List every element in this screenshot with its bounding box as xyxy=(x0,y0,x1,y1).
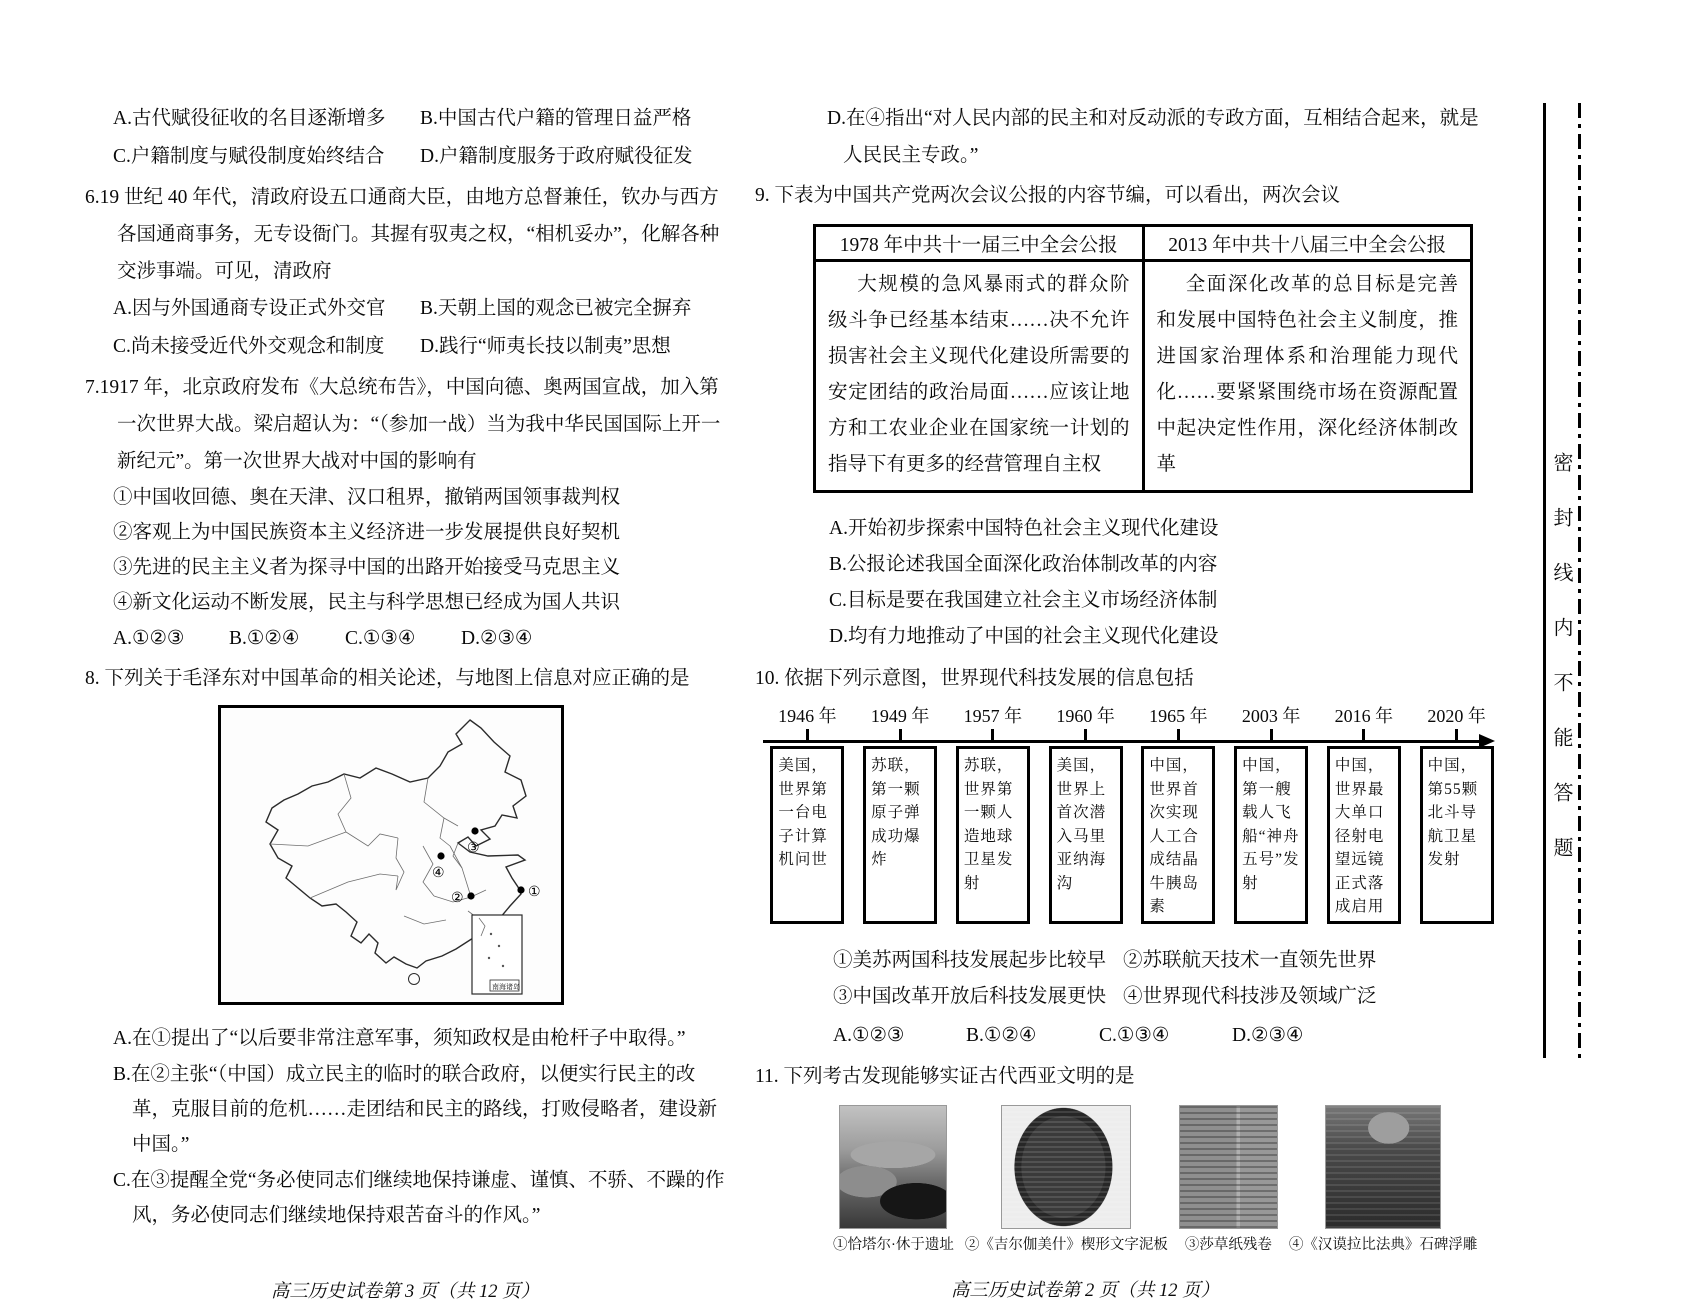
q7-item-4: ④新文化运动不断发展，民主与科学思想已经成为国人共识 xyxy=(113,592,621,613)
q7-choice-a: A.①②③ xyxy=(113,628,185,649)
q8-option-d: D.在④指出“对人民内部的民主和对反动派的专政方面，互相结合起来，就是人民民主专政。” xyxy=(827,108,1479,166)
q6-option-c: C.尚未接受近代外交观念和制度 xyxy=(113,336,385,357)
page-footer-right: 高三历史试卷第 2 页（共 12 页） xyxy=(950,1281,1220,1301)
q10-timeline xyxy=(761,703,1503,929)
table-cell-2013-text: 全面深化改革的总目标是完善和发展中国特色社会主义制度，推进国家治理体系和治理能力现代化……要紧紧围绕市场在资源配置中起决定性作用，深化经济体制改革 xyxy=(1156,274,1458,475)
timeline-tick xyxy=(1177,729,1180,740)
q5-option-b: B.中国古代户籍的管理日益严格 xyxy=(420,108,692,129)
map-marker-dot-3 xyxy=(471,827,478,834)
q7-stem: 7.1917 年，北京政府发布《大总统布告》，中国向德、奥两国宣战，加入第一次世界大战。梁启超认为：“（参加一战）当为我中华民国国际上开一新纪元”。第一次世界大战对中国的影响有 xyxy=(85,377,721,472)
q5-options xyxy=(85,100,727,176)
timeline-event-box: 美国，世界上首次潜入马里亚纳海沟 xyxy=(1049,746,1123,924)
timeline-entry-1957 xyxy=(947,703,1040,924)
q8-option-c: C.在③提醒全党“务必使同志们继续地保持谦虚、谨慎、不骄、不躁的作风，务必使同志们继续地保持艰苦奋斗的作风。” xyxy=(113,1170,725,1226)
timeline-event-box: 中国，世界最大单口径射电望远镜正式落成启用 xyxy=(1327,746,1401,924)
timeline-year: 1960 年 xyxy=(1056,706,1115,726)
timeline-year: 1957 年 xyxy=(963,706,1023,726)
q9-option-c: C.目标是要在我国建立社会主义市场经济体制 xyxy=(829,590,1218,611)
timeline-entry-1960 xyxy=(1039,703,1132,924)
q11-artifacts xyxy=(833,1105,1493,1256)
q10-item-4: ④世界现代科技涉及领域广泛 xyxy=(1123,986,1377,1007)
timeline-year: 1949 年 xyxy=(870,706,930,726)
q10-item-2: ②苏联航天技术一直领先世界 xyxy=(1123,950,1377,971)
q10-choice-b: B.①②④ xyxy=(966,1025,1037,1046)
q8-stem: 8. 下列关于毛泽东对中国革命的相关论述，与地图上信息对应正确的是 xyxy=(85,668,690,689)
q9-option-d: D.均有力地推动了中国的社会主义现代化建设 xyxy=(829,626,1219,647)
table-header-1978: 1978 年中共十一届三中全会公报 xyxy=(815,226,1144,261)
q9-options xyxy=(755,511,1493,655)
timeline-tick xyxy=(1362,729,1365,740)
q8-option-a: A.在①提出了“以后要非常注意军事，须知政权是由枪杆子中取得。” xyxy=(113,1028,686,1049)
table-body-row xyxy=(815,261,1472,492)
table-cell-2013 xyxy=(1143,261,1472,492)
china-map-svg xyxy=(221,708,555,996)
q7-choice-d: D.②③④ xyxy=(461,628,533,649)
artifact-image-catalhoyuk xyxy=(839,1105,947,1229)
map-marker-dot-2 xyxy=(467,892,474,899)
map-marker-label-1: ① xyxy=(528,885,541,900)
map-marker-label-4: ④ xyxy=(432,866,445,881)
timeline-year: 2016 年 xyxy=(1334,706,1394,726)
map-marker-label-3: ③ xyxy=(467,841,480,856)
q6-option-d: D.践行“师夷长技以制夷”思想 xyxy=(420,336,671,357)
q9-option-b: B.公报论述我国全面深化政治体制改革的内容 xyxy=(829,554,1218,575)
q6-stem: 6.19 世纪 40 年代，清政府设五口通商大臣，由地方总督兼任，钦办与西方各国通商事务，无专设衙门。其握有驭夷之权，“相机妥办”，化解各种交涉事端。可见，清政府 xyxy=(85,187,720,282)
timeline-tick xyxy=(991,729,994,740)
q9-option-a: A.开始初步探索中国特色社会主义现代化建设 xyxy=(829,518,1219,539)
timeline-year: 1965 年 xyxy=(1149,706,1208,726)
timeline-year: 1946 年 xyxy=(778,706,837,726)
q5-option-c: C.户籍制度与赋役制度始终结合 xyxy=(113,146,385,167)
q10-items xyxy=(755,943,1493,1015)
artifact-caption-2: ②《吉尔伽美什》楔形文字泥板 xyxy=(964,1237,1168,1253)
timeline-entry-2020 xyxy=(1410,703,1503,924)
q7-item-1: ①中国收回德、奥在天津、汉口租界，撤销两国领事裁判权 xyxy=(113,487,621,508)
timeline-entry-2003 xyxy=(1225,703,1318,924)
timeline-tick xyxy=(899,729,902,740)
seal-dashdot-line xyxy=(1578,103,1581,1058)
q10-item-1: ①美苏两国科技发展起步比较早 xyxy=(833,950,1107,971)
page-footer-left: 高三历史试卷第 3 页（共 12 页） xyxy=(270,1282,540,1302)
q11-stem: 11. 下列考古发现能够实证古代西亚文明的是 xyxy=(755,1066,1135,1087)
timeline-event-box: 苏联，世界第一颗人造地球卫星发射 xyxy=(956,746,1030,924)
q7-item-3: ③先进的民主主义者为探寻中国的出路开始接受马克思主义 xyxy=(113,557,621,578)
timeline-event-box: 中国，第一艘载人飞船“神舟五号”发射 xyxy=(1234,746,1308,924)
nanhai-inset-label: 南海诸岛 xyxy=(492,983,520,991)
q10-stem: 10. 依据下列示意图，世界现代科技发展的信息包括 xyxy=(755,668,1194,689)
q10-choice-c: C.①③④ xyxy=(1099,1025,1170,1046)
q9-stem: 9. 下表为中国共产党两次会议公报的内容节编，可以看出，两次会议 xyxy=(755,185,1341,206)
timeline-entry-2016 xyxy=(1318,703,1411,924)
q10-choice-a: A.①②③ xyxy=(833,1025,905,1046)
q10-choice-d: D.②③④ xyxy=(1232,1025,1304,1046)
artifact-figure-2 xyxy=(965,1105,1168,1256)
q6-options xyxy=(85,290,727,366)
artifact-figure-4 xyxy=(1289,1105,1478,1256)
q6-option-a: A.因与外国通商专设正式外交官 xyxy=(113,298,386,319)
q9-communique-table xyxy=(813,224,1473,493)
nanhai-inset xyxy=(472,915,522,994)
timeline-tick xyxy=(1084,729,1087,740)
q5-option-d: D.户籍制度服务于政府赋役征发 xyxy=(420,146,693,167)
artifact-figure-3 xyxy=(1179,1105,1278,1256)
artifact-caption-4: ④《汉谟拉比法典》石碑浮雕 xyxy=(1288,1237,1478,1253)
timeline-event-box: 苏联，第一颗原子弹成功爆炸 xyxy=(863,746,937,924)
table-header-2013: 2013 年中共十八届三中全会公报 xyxy=(1143,226,1472,261)
q5-option-a: A.古代赋役征收的名目逐渐增多 xyxy=(113,108,386,129)
table-cell-1978-text: 大规模的急风暴雨式的群众阶级斗争已经基本结束……决不允许损害社会主义现代化建设所需要的安定团结的政治局面……应该让地方和工农业企业在国家统一计划的指导下有更多的经营管理自主权 xyxy=(828,274,1130,475)
q6-option-b: B.天朝上国的观念已被完全摒弃 xyxy=(420,298,692,319)
table-header-row xyxy=(815,226,1472,261)
q8-option-b: B.在②主张“（中国）成立民主的临时的联合政府，以便实行民主的改革，克服目前的危机……走团结和民主的路线，打败侵略者，建设新中国。” xyxy=(113,1064,718,1155)
timeline-event-box: 中国，世界首次实现人工合成结晶牛胰岛素 xyxy=(1141,746,1215,924)
q10-choices xyxy=(755,1017,1493,1054)
map-marker-dot-4 xyxy=(437,852,444,859)
timeline-event-box: 中国，第55颗北斗导航卫星发射 xyxy=(1420,746,1494,924)
timeline-year: 2003 年 xyxy=(1241,706,1301,726)
map-marker-dot-1 xyxy=(517,886,524,893)
map-marker-label-2: ② xyxy=(451,891,464,906)
right-column xyxy=(755,100,1493,1302)
hainan-island xyxy=(409,974,420,985)
artifact-caption-1: ①恰塔尔·休于遗址 xyxy=(833,1237,954,1253)
timeline-tick xyxy=(1455,729,1458,740)
table-cell-1978 xyxy=(815,261,1144,492)
timeline-tick xyxy=(1270,729,1273,740)
seal-line-text: 密封线内不能答题 xyxy=(1550,452,1572,892)
left-column xyxy=(85,100,727,1303)
seal-solid-line xyxy=(1543,103,1546,1058)
timeline-entry-1949 xyxy=(854,703,947,924)
artifact-image-papyrus xyxy=(1179,1105,1278,1229)
q7-choice-b: B.①②④ xyxy=(229,628,300,649)
q7-item-2: ②客观上为中国民族资本主义经济进一步发展提供良好契机 xyxy=(113,522,621,543)
artifact-image-hammurabi-stele xyxy=(1325,1105,1441,1229)
china-map xyxy=(218,705,564,1005)
timeline-year: 2020 年 xyxy=(1427,706,1486,726)
artifact-figure-1 xyxy=(833,1105,954,1256)
q10-item-3: ③中国改革开放后科技发展更快 xyxy=(833,986,1107,1007)
timeline-entry-1946 xyxy=(761,703,854,924)
timeline-tick xyxy=(806,729,809,740)
q7-choices xyxy=(85,620,727,657)
timeline-event-box: 美国，世界第一台电子计算机问世 xyxy=(770,746,844,924)
artifact-image-gilgamesh-tablet xyxy=(1001,1105,1131,1229)
map-markers xyxy=(432,827,541,906)
q7-choice-c: C.①③④ xyxy=(345,628,416,649)
timeline-entry-1965 xyxy=(1132,703,1225,924)
artifact-caption-3: ③莎草纸残卷 xyxy=(1184,1237,1272,1253)
